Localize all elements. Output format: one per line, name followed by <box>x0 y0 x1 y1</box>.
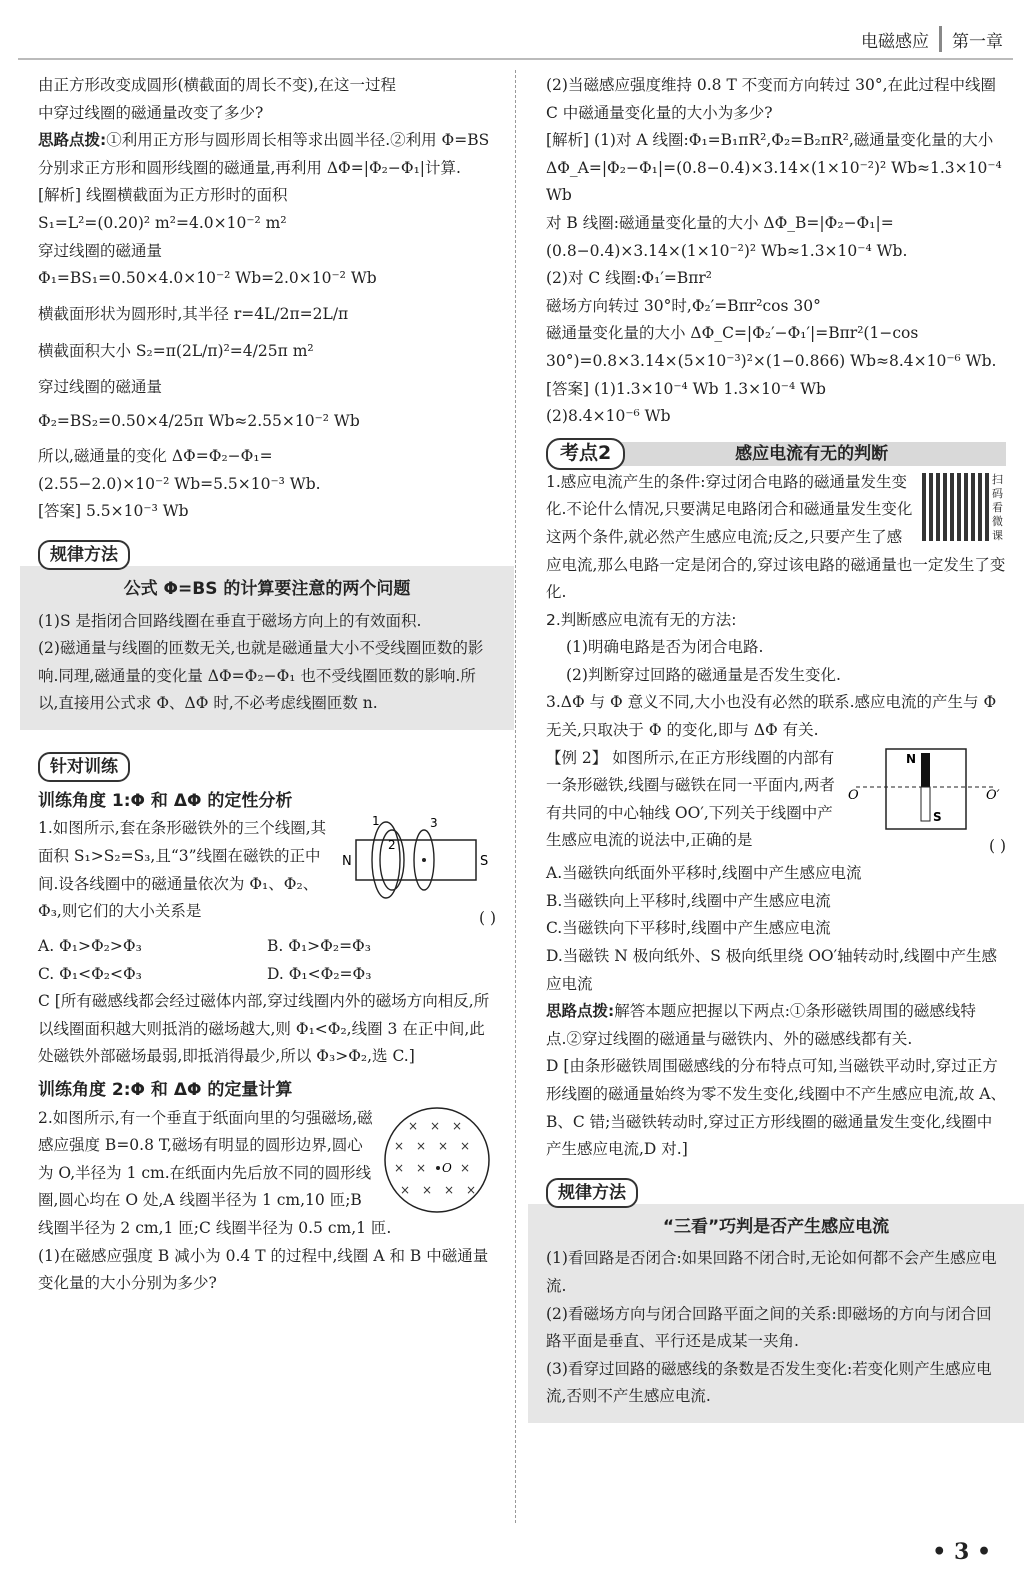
svg-text:×: × <box>422 1182 433 1197</box>
bar-magnet <box>356 840 476 880</box>
running-header <box>853 24 1011 54</box>
training-tag: 针对训练 <box>38 752 130 782</box>
chapter-title: 电磁感应 <box>861 31 929 52</box>
example-option-c: C.当磁铁向下平移时,线圈中产生感应电流 <box>546 919 831 938</box>
point-2-1: (1)明确电路是否为闭合电路. <box>566 638 764 657</box>
solution-line: 所以,磁通量的变化 ΔΦ=Φ₂−Φ₁= <box>38 447 273 466</box>
page-number: • 3 • <box>932 1539 991 1565</box>
option-c: C. Φ₁<Φ₂<Φ₃ <box>38 964 142 983</box>
solution-line: Φ₁=BS₁=0.50×4.0×10⁻² Wb=2.0×10⁻² Wb <box>38 269 377 288</box>
chapter-number: 第一章 <box>952 31 1003 52</box>
method-item: (2)看磁场方向与闭合回路平面之间的关系:即磁场的方向与闭合回路平面是垂直、平行还是成某一夹角. <box>546 1304 992 1351</box>
answer-line: (2)8.4×10⁻⁶ Wb <box>546 407 671 426</box>
example-2-paren: ( ) <box>988 836 1006 855</box>
left-column <box>38 72 496 1298</box>
header-divider <box>939 26 942 52</box>
n-label: N <box>906 751 917 766</box>
svg-text:×: × <box>466 1182 477 1197</box>
hint-label: 思路点拨: <box>38 131 107 150</box>
o-prime-label: O′ <box>986 787 1000 803</box>
solution-line: 穿过线圈的磁通量 <box>38 241 163 260</box>
solution-line: [解析] (1)对 A 线圈:Φ₁=B₁πR²,Φ₂=B₂πR²,磁通量变化量的大小 ΔΦ_A=|Φ₂−Φ₁|=(0.8−0.4)×3.14×(1×10⁻²)² Wb≈1.3×10⁻⁴ Wb <box>546 131 1002 205</box>
solution-line: (2)对 C 线圈:Φ₁′=Bπr² <box>546 269 713 288</box>
svg-text:×: × <box>460 1160 471 1175</box>
svg-text:×: × <box>394 1160 405 1175</box>
hint-text: ①利用正方形与圆形周长相等求出圆半径.②利用 Φ=BS 分别求正方形和圆形线圈的磁通量,再利用 ΔΦ=|Φ₂−Φ₁|计算. <box>38 131 490 177</box>
field-crosses <box>394 1119 476 1197</box>
hint-text: 解答本题应把握以下两点:①条形磁铁周围的磁感线特点.②穿过线圈的磁通量与磁铁内、外的磁感线都有关. <box>546 1002 976 1048</box>
solution-line: [解析] 线圈横截面为正方形时的面积 <box>38 186 288 205</box>
question-1-options <box>38 933 496 988</box>
question-1: 1.如图所示,套在条形磁铁外的三个线圈,其面积 S₁>S₂=S₃,且“3”线圈在磁铁的正中间.设各线圈中的磁通量依次为 Φ₁、Φ₂、Φ₃,则它们的大小关系是 <box>38 819 327 921</box>
text-line: 由正方形改变成圆形(横截面的周长不变),在这一过程 <box>38 76 397 94</box>
question-2: 2.如图所示,有一个垂直于纸面向里的匀强磁场,磁感应强度 B=0.8 T,磁场有明显的圆形边界,圆心为 O,半径为 1 cm.在纸面内先后放不同的圆形线圈,圆心均在 O 处,A 线圈半径为 1 cm,10 匝;B 线圈半径为 2 cm,1 匝;C 线圈半径为 0.5 cm,1 匝. <box>38 1108 392 1237</box>
svg-text:×: × <box>438 1138 449 1153</box>
point-2-2: (2)判断穿过回路的磁通量是否发生变化. <box>566 665 841 684</box>
solution-line: 磁场方向转过 30°时,Φ₂′=Bπr²cos 30° <box>546 296 821 315</box>
point-3: 3.ΔΦ 与 Φ 意义不同,大小也没有必然的联系.感应电流的产生与 Φ 无关,只取决于 Φ 的变化,即与 ΔΦ 有关. <box>546 693 997 740</box>
point-2: 2.判断感应电流有无的方法: <box>546 610 737 629</box>
option-a: A. Φ₁>Φ₂>Φ₃ <box>38 937 142 956</box>
example-option-d: D.当磁铁 N 极向纸外、S 极向纸里绕 OO′轴转动时,线圈中产生感应电流 <box>546 947 998 993</box>
method-tag: 规律方法 <box>546 1178 638 1208</box>
qr-code-icon[interactable] <box>922 473 990 541</box>
solution-line: Φ₂=BS₂=0.50×4/25π Wb≈2.55×10⁻² Wb <box>38 411 360 430</box>
hint-paragraph <box>546 998 1006 1053</box>
point-1: 1.感应电流产生的条件:穿过闭合电路的磁通量发生变化.不论什么情况,只要满足电路闭合和磁通量发生变化这两个条件,就必然产生感应电流;反之,只要产生了感应电流,那么电路一定是闭合的,穿过该电路的磁通量也一定发生了变化. <box>546 472 1006 602</box>
training-angle-1: 训练角度 1:Φ 和 ΔΦ 的定性分析 <box>38 790 293 811</box>
center-dot <box>422 858 426 862</box>
key-point-number: 考点2 <box>546 438 625 470</box>
magnet-n-pole <box>921 753 930 787</box>
answer-line: [答案] (1)1.3×10⁻⁴ Wb 1.3×10⁻⁴ Wb <box>546 379 826 398</box>
coil-1-label: 1 <box>372 815 380 829</box>
example-2: 【例 2】 如图所示,在正方形线圈的内部有一条形磁铁,线圈与磁铁在同一平面内,两者有共同的中心轴线 OO′,下列关于线圈中产生感应电流的说法中,正确的是 <box>546 748 835 850</box>
training-tag-row <box>38 752 496 782</box>
solution-line: (2.55−2.0)×10⁻² Wb=5.5×10⁻³ Wb. <box>38 474 321 493</box>
magnetic-field-figure <box>378 1105 496 1215</box>
question-1-answer: C [所有磁感线都会经过磁体内部,穿过线圈内外的磁场方向相反,所以线圈面积越大则抵消的磁场越大,则 Φ₁<Φ₂,线圈 3 在正中间,此处磁铁外部磁场最弱,即抵消得最少,所以 Φ₃>Φ₂,选 C.] <box>38 992 490 1066</box>
solution-line: 对 B 线圈:磁通量变化量的大小 ΔΦ_B=|Φ₂−Φ₁|=(0.8−0.4)×3.14×(1×10⁻²)² Wb≈1.3×10⁻⁴ Wb. <box>546 213 908 260</box>
square-coil-figure <box>846 745 1006 833</box>
question-2-part-1: (1)在磁感应强度 B 减小为 0.4 T 的过程中,线圈 A 和 B 中磁通量变化量的大小分别为多少? <box>38 1246 489 1293</box>
option-b: B. Φ₁>Φ₂=Φ₃ <box>267 937 371 956</box>
magnet-s-pole <box>921 787 930 821</box>
coil-3-label: 3 <box>430 816 438 831</box>
method-item: (2)磁通量与线圈的匝数无关,也就是磁通量大小不受线圈匝数的影响.同理,磁通量的变化量 ΔΦ=Φ₂−Φ₁ 也不受线圈匝数的影响.所以,直接用公式求 Φ、ΔΦ 时,不必考虑线圈匝数 n. <box>38 639 484 713</box>
option-d: D. Φ₁<Φ₂=Φ₃ <box>267 964 372 983</box>
method-box-title: “三看”巧判是否产生感应电流 <box>662 1216 890 1237</box>
center-o-label: O <box>442 1160 452 1175</box>
svg-text:×: × <box>444 1182 455 1197</box>
method-tag: 规律方法 <box>38 540 130 570</box>
svg-text:×: × <box>460 1138 471 1153</box>
solution-line: 磁通量变化量的大小 ΔΦ_C=|Φ₂′−Φ₁′|=Bπr²(1−cos 30°)=0.8×3.14×(5×10⁻³)²×(1−0.866) Wb≈8.4×10⁻⁶ Wb. <box>546 324 997 370</box>
method-box <box>20 566 514 730</box>
s-label: S <box>933 809 942 824</box>
magnet-coils-figure <box>336 815 496 905</box>
text-line: 中穿过线圈的磁通量改变了多少? <box>38 103 264 122</box>
svg-text:×: × <box>408 1118 419 1133</box>
training-angle-2: 训练角度 2:Φ 和 ΔΦ 的定量计算 <box>38 1080 293 1101</box>
solution-line: 横截面积大小 S₂=π(2L/π)²=4/25π m² <box>38 342 314 361</box>
o-label: O <box>848 787 859 803</box>
method-item: (1)看回路是否闭合:如果回路不闭合时,无论如何都不会产生感应电流. <box>546 1249 997 1295</box>
column-divider <box>515 70 517 1523</box>
solution-line: 横截面形状为圆形时,其半径 r=4L/2π=2L/π <box>38 304 349 323</box>
example-answer: D [由条形磁铁周围磁感线的分布特点可知,当磁铁平动时,穿过正方形线圈的磁通量始终为零不发生变化,线圈中不产生感应电流,故 A、B、C 错;当磁铁转动时,穿过正方形线圈的磁通量发生变化,线圈中产生感应电流,D 对.] <box>546 1057 1006 1159</box>
hint-label: 思路点拨: <box>546 1002 615 1021</box>
example-option-b: B.当磁铁向上平移时,线圈中产生感应电流 <box>546 891 831 910</box>
solution-line: 穿过线圈的磁通量 <box>38 377 163 396</box>
header-rule <box>18 58 1013 60</box>
solution-line: S₁=L²=(0.20)² m²=4.0×10⁻² m² <box>38 213 287 232</box>
svg-text:×: × <box>400 1182 411 1197</box>
svg-text:×: × <box>452 1118 463 1133</box>
magnet-n-label: N <box>342 854 352 870</box>
key-point-title: 感应电流有无的判断 <box>617 442 1006 466</box>
svg-text:×: × <box>416 1160 427 1175</box>
qr-caption: 扫码看微课 <box>992 472 1003 542</box>
right-column <box>546 72 1006 1423</box>
question-1-paren: ( ) <box>478 909 496 928</box>
answer-line: [答案] 5.5×10⁻³ Wb <box>38 502 189 521</box>
key-point-banner <box>546 439 1006 469</box>
svg-text:×: × <box>430 1118 441 1133</box>
svg-text:×: × <box>394 1138 405 1153</box>
question-2-part-2: (2)当磁感应强度维持 0.8 T 不变而方向转过 30°,在此过程中线圈 C 中磁通量变化量的大小为多少? <box>546 76 997 122</box>
magnet-s-label: S <box>480 854 489 870</box>
method-box-title: 公式 Φ=BS 的计算要注意的两个问题 <box>123 578 411 599</box>
hint-paragraph <box>38 127 496 182</box>
method-box <box>528 1204 1024 1423</box>
coil-2-label: 2 <box>388 838 396 853</box>
method-item: (3)看穿过回路的磁感线的条数是否发生变化:若变化则产生感应电流,否则不产生感应电流. <box>546 1359 992 1406</box>
center-o-dot <box>436 1166 440 1170</box>
svg-text:×: × <box>416 1138 427 1153</box>
example-option-a: A.当磁铁向纸面外平移时,线圈中产生感应电流 <box>546 864 862 883</box>
method-item: (1)S 是指闭合回路线圈在垂直于磁场方向上的有效面积. <box>38 611 422 630</box>
